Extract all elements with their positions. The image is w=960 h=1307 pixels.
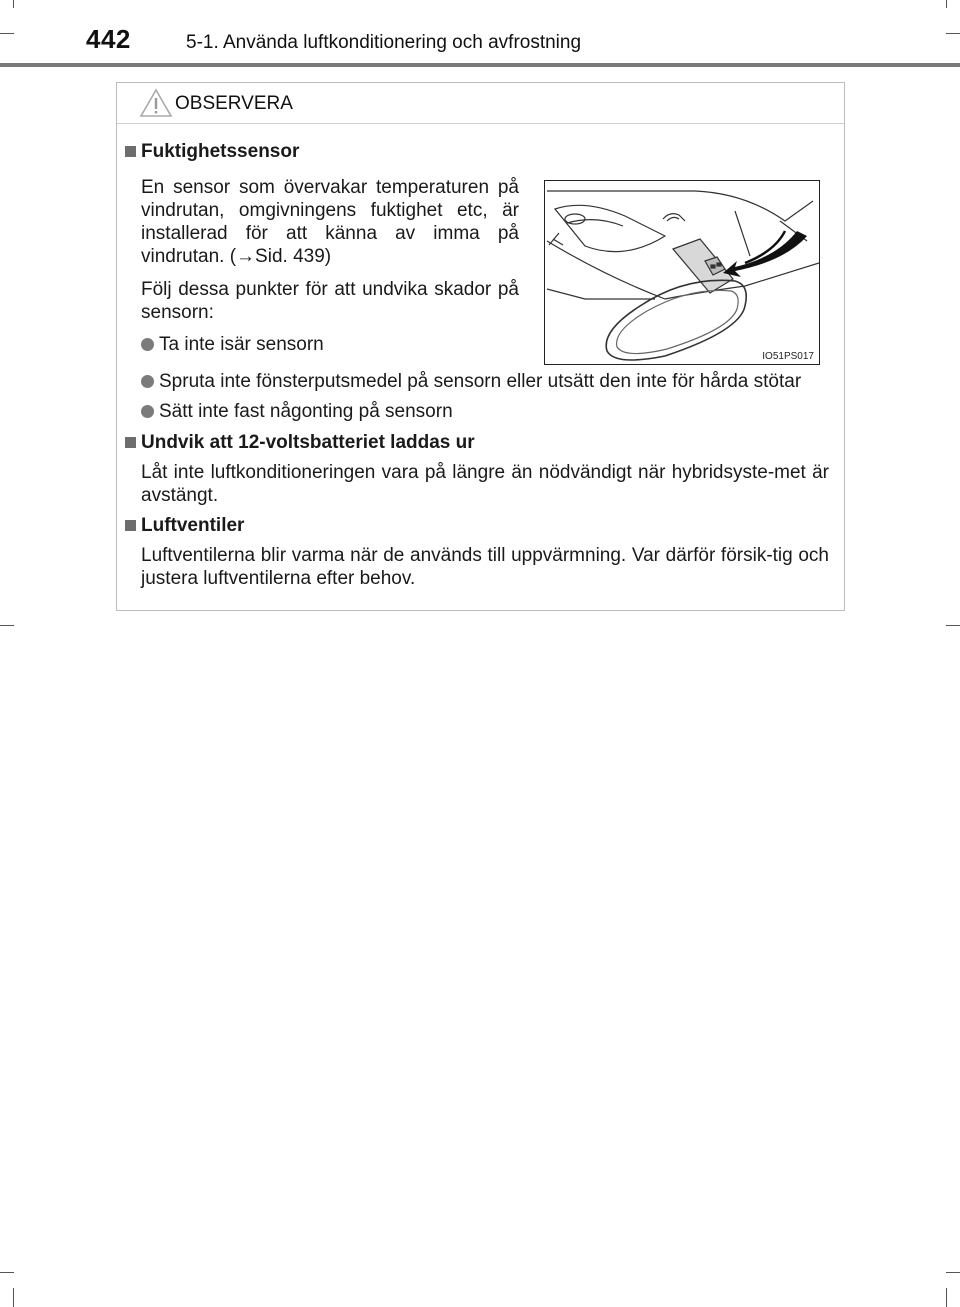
notice-title: OBSERVERA — [175, 93, 293, 114]
bullet-dot — [141, 375, 154, 388]
crop-mark — [946, 33, 960, 34]
bullet-dot — [141, 405, 154, 418]
crop-mark — [0, 625, 14, 626]
sensor-intro-text: En sensor som övervakar temperaturen på vindrutan, omgivningens fuktighet etc, är installerad för att känna av imma på vindrutan. (→Sid. 439) — [141, 177, 519, 267]
notice-box — [116, 82, 845, 611]
section-heading-battery: Undvik att 12-voltsbatteriet laddas ur — [141, 432, 475, 453]
chapter-title: 5-1. Använda luftkonditionering och avfrostning — [186, 32, 582, 53]
crop-mark — [946, 625, 960, 626]
bullet-dot — [141, 338, 154, 351]
section-heading-humidity-sensor: Fuktighetssensor — [141, 141, 300, 162]
sensor-instruction-text: Följ dessa punkter för att undvika skador på sensorn: — [141, 279, 519, 323]
crop-mark — [0, 33, 14, 34]
bullet-item: Sätt inte fast någonting på sensorn — [159, 401, 453, 422]
section-bullet-square — [125, 520, 136, 531]
bullet-item: Spruta inte fönsterputsmedel på sensorn eller utsätt den inte för hårda stötar — [159, 371, 802, 392]
crop-mark — [946, 1272, 960, 1273]
crop-mark — [946, 0, 947, 8]
crop-mark — [13, 0, 14, 8]
sensor-location-drawing — [545, 181, 820, 365]
figure-code: IO51PS017 — [762, 351, 814, 362]
crop-mark — [946, 1288, 947, 1307]
section-heading-air-vents: Luftventiler — [141, 515, 245, 536]
air-vents-body-text: Luftventilerna blir varma när de används till uppvärmning. Var därför försik-tig och justera luftventilerna efter behov. — [141, 545, 829, 589]
header-rule — [0, 63, 960, 67]
page-number: 442 — [86, 24, 131, 54]
warning-triangle-icon — [139, 88, 173, 118]
battery-body-text: Låt inte luftkonditioneringen vara på längre än nödvändigt när hybridsyste-met är avstängt. — [141, 462, 829, 506]
crop-mark — [0, 1272, 14, 1273]
sensor-illustration — [544, 180, 820, 365]
notice-header — [117, 83, 844, 124]
section-bullet-square — [125, 437, 136, 448]
bullet-item: Ta inte isär sensorn — [159, 334, 324, 355]
crop-mark — [13, 1288, 14, 1307]
section-bullet-square — [125, 146, 136, 157]
